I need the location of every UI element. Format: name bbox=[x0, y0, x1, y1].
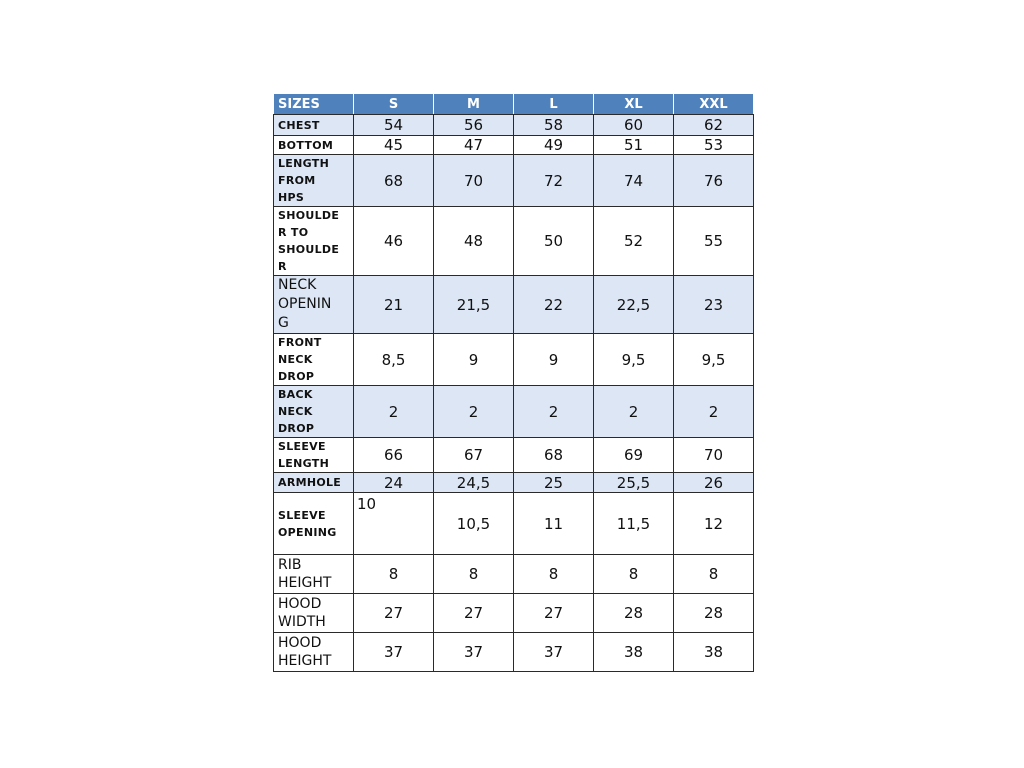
row-armhole bbox=[274, 473, 754, 493]
cell-value: 70 bbox=[674, 438, 754, 473]
cell-value: 38 bbox=[674, 633, 754, 672]
row-label: LENGTH FROM HPS bbox=[274, 155, 354, 207]
row-label: BACK NECK DROP bbox=[274, 386, 354, 438]
row-label: BOTTOM bbox=[274, 136, 354, 155]
header-size-xxl: XXL bbox=[674, 94, 754, 115]
row-front-neck-drop bbox=[274, 334, 754, 386]
cell-value: 11,5 bbox=[594, 493, 674, 555]
row-back-neck-drop bbox=[274, 386, 754, 438]
row-label: FRONT NECK DROP bbox=[274, 334, 354, 386]
cell-value: 38 bbox=[594, 633, 674, 672]
cell-value: 37 bbox=[354, 633, 434, 672]
cell-value: 28 bbox=[594, 594, 674, 633]
row-shoulder-to-shoulder bbox=[274, 207, 754, 276]
cell-value: 22,5 bbox=[594, 276, 674, 334]
row-bottom bbox=[274, 136, 754, 155]
cell-value: 50 bbox=[514, 207, 594, 276]
cell-value: 47 bbox=[434, 136, 514, 155]
header-size-xl: XL bbox=[594, 94, 674, 115]
cell-value: 2 bbox=[354, 386, 434, 438]
cell-value: 25 bbox=[514, 473, 594, 493]
cell-value: 8 bbox=[354, 555, 434, 594]
cell-value: 27 bbox=[434, 594, 514, 633]
cell-value: 66 bbox=[354, 438, 434, 473]
cell-value: 10,5 bbox=[434, 493, 514, 555]
cell-value: 9,5 bbox=[594, 334, 674, 386]
row-neck-opening bbox=[274, 276, 754, 334]
cell-value: 28 bbox=[674, 594, 754, 633]
cell-value: 67 bbox=[434, 438, 514, 473]
cell-value: 54 bbox=[354, 115, 434, 136]
cell-value: 8 bbox=[594, 555, 674, 594]
cell-value: 8 bbox=[514, 555, 594, 594]
header-size-s: S bbox=[354, 94, 434, 115]
cell-value: 56 bbox=[434, 115, 514, 136]
cell-value: 25,5 bbox=[594, 473, 674, 493]
cell-value: 74 bbox=[594, 155, 674, 207]
cell-value: 37 bbox=[514, 633, 594, 672]
cell-value: 2 bbox=[514, 386, 594, 438]
row-label: NECK OPENIN G bbox=[274, 276, 354, 334]
cell-value: 70 bbox=[434, 155, 514, 207]
row-label: SLEEVE LENGTH bbox=[274, 438, 354, 473]
header-size-l: L bbox=[514, 94, 594, 115]
size-chart-table bbox=[273, 93, 754, 672]
cell-value: 2 bbox=[434, 386, 514, 438]
row-label: HOOD HEIGHT bbox=[274, 633, 354, 672]
cell-value: 60 bbox=[594, 115, 674, 136]
cell-value: 51 bbox=[594, 136, 674, 155]
cell-value: 69 bbox=[594, 438, 674, 473]
cell-value: 9 bbox=[434, 334, 514, 386]
cell-value: 2 bbox=[594, 386, 674, 438]
cell-value: 9 bbox=[514, 334, 594, 386]
cell-value: 2 bbox=[674, 386, 754, 438]
header-sizes: SIZES bbox=[274, 94, 354, 115]
cell-value: 24 bbox=[354, 473, 434, 493]
cell-value: 8 bbox=[674, 555, 754, 594]
cell-value: 11 bbox=[514, 493, 594, 555]
cell-value: 8,5 bbox=[354, 334, 434, 386]
cell-value: 53 bbox=[674, 136, 754, 155]
cell-value: 22 bbox=[514, 276, 594, 334]
cell-value: 37 bbox=[434, 633, 514, 672]
cell-value: 21,5 bbox=[434, 276, 514, 334]
row-chest bbox=[274, 115, 754, 136]
cell-value: 45 bbox=[354, 136, 434, 155]
cell-value: 52 bbox=[594, 207, 674, 276]
cell-value: 62 bbox=[674, 115, 754, 136]
cell-value: 68 bbox=[514, 438, 594, 473]
cell-value: 21 bbox=[354, 276, 434, 334]
row-label: RIB HEIGHT bbox=[274, 555, 354, 594]
row-label: ARMHOLE bbox=[274, 473, 354, 493]
row-label: HOOD WIDTH bbox=[274, 594, 354, 633]
cell-value: 23 bbox=[674, 276, 754, 334]
row-sleeve-length bbox=[274, 438, 754, 473]
header-size-m: M bbox=[434, 94, 514, 115]
cell-value: 55 bbox=[674, 207, 754, 276]
cell-value: 27 bbox=[514, 594, 594, 633]
row-label: SHOULDE R TO SHOULDE R bbox=[274, 207, 354, 276]
row-length-from-hps bbox=[274, 155, 754, 207]
cell-value: 68 bbox=[354, 155, 434, 207]
cell-value: 26 bbox=[674, 473, 754, 493]
row-rib-height bbox=[274, 555, 754, 594]
cell-value: 9,5 bbox=[674, 334, 754, 386]
row-hood-width bbox=[274, 594, 754, 633]
cell-value: 58 bbox=[514, 115, 594, 136]
header-row bbox=[274, 94, 754, 115]
cell-value: 12 bbox=[674, 493, 754, 555]
cell-value: 8 bbox=[434, 555, 514, 594]
cell-value: 24,5 bbox=[434, 473, 514, 493]
row-sleeve-opening bbox=[274, 493, 754, 555]
cell-value: 76 bbox=[674, 155, 754, 207]
cell-value: 46 bbox=[354, 207, 434, 276]
row-label: SLEEVE OPENING bbox=[274, 493, 354, 555]
cell-value: 10 bbox=[354, 493, 434, 555]
cell-value: 27 bbox=[354, 594, 434, 633]
row-hood-height bbox=[274, 633, 754, 672]
row-label: CHEST bbox=[274, 115, 354, 136]
cell-value: 48 bbox=[434, 207, 514, 276]
cell-value: 72 bbox=[514, 155, 594, 207]
cell-value: 49 bbox=[514, 136, 594, 155]
